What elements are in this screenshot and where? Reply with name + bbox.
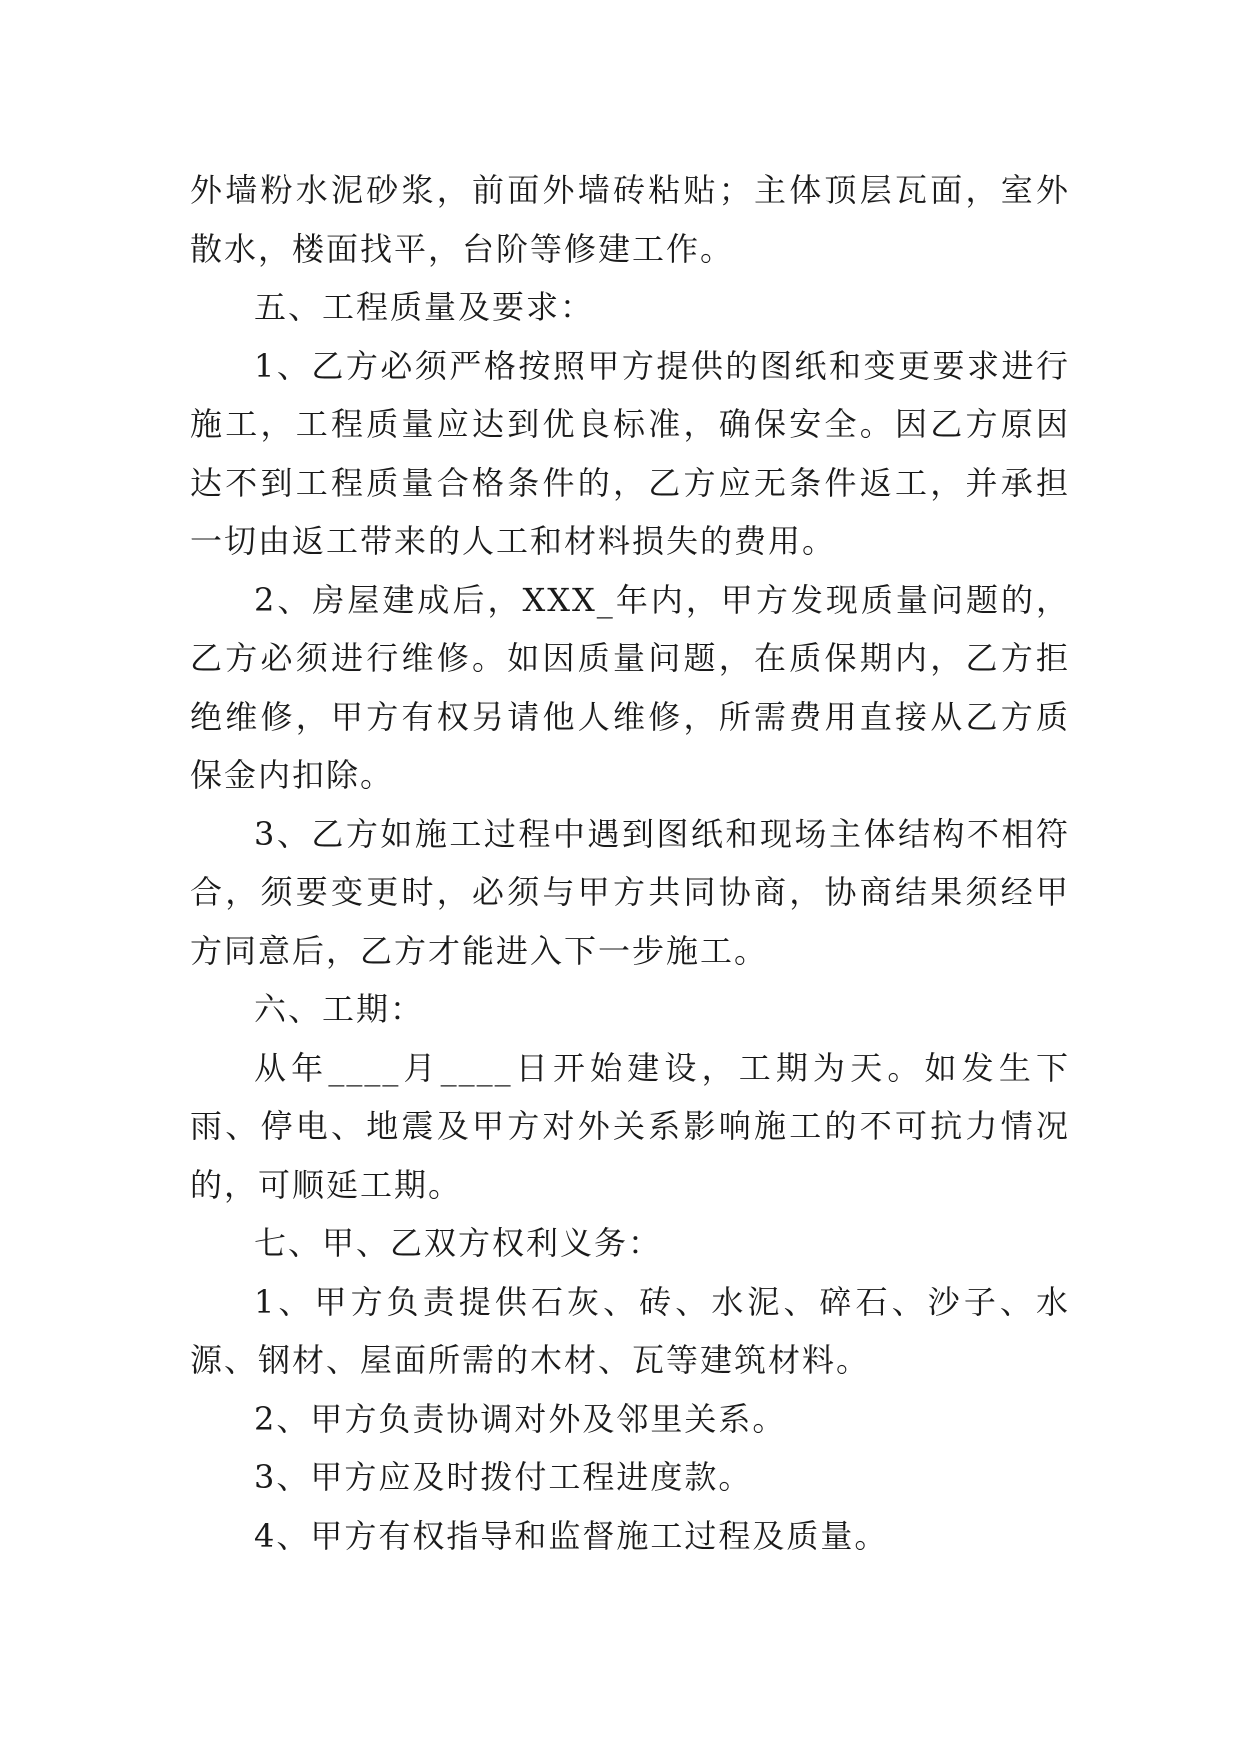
paragraph-quality-2: 2、房屋建成后，XXX_年内，甲方发现质量问题的，乙方必须进行维修。如因质量问题，在质保期内，乙方拒绝维修，甲方有权另请他人维修，所需费用直接从乙方质保金内扣除。 — [190, 580, 1070, 794]
heading-construction-period: 六、工期： — [254, 990, 425, 1028]
document-body — [190, 161, 1070, 1565]
paragraph-rights-4: 4、甲方有权指导和监督施工过程及质量。 — [254, 1516, 889, 1555]
paragraph-quality-3: 3、乙方如施工过程中遇到图纸和现场主体结构不相符合，须要变更时，必须与甲方共同协商，协商结果须经甲方同意后，乙方才能进入下一步施工。 — [190, 814, 1070, 970]
paragraph-wall-work: 外墙粉水泥砂浆，前面外墙砖粘贴；主体顶层瓦面，室外散水，楼面找平，台阶等修建工作。 — [190, 171, 1070, 268]
paragraph-rights-1: 1、甲方负责提供石灰、砖、水泥、碎石、沙子、水源、钢材、屋面所需的木材、瓦等建筑材料。 — [190, 1282, 1070, 1379]
paragraph-quality-1: 1、乙方必须严格按照甲方提供的图纸和变更要求进行施工，工程质量应达到优良标准，确保安全。因乙方原因达不到工程质量合格条件的，乙方应无条件返工，并承担一切由返工带来的人工和材料损失的费用。 — [190, 346, 1070, 560]
paragraph-construction-period: 从年____月____日开始建设，工期为天。如发生下雨、停电、地震及甲方对外关系影响施工的不可抗力情况的，可顺延工期。 — [190, 1048, 1070, 1204]
heading-quality-requirements: 五、工程质量及要求： — [254, 288, 595, 326]
heading-rights-obligations: 七、甲、乙双方权利义务： — [254, 1224, 663, 1262]
paragraph-rights-2: 2、甲方负责协调对外及邻里关系。 — [254, 1399, 787, 1438]
paragraph-rights-3: 3、甲方应及时拨付工程进度款。 — [254, 1458, 753, 1496]
